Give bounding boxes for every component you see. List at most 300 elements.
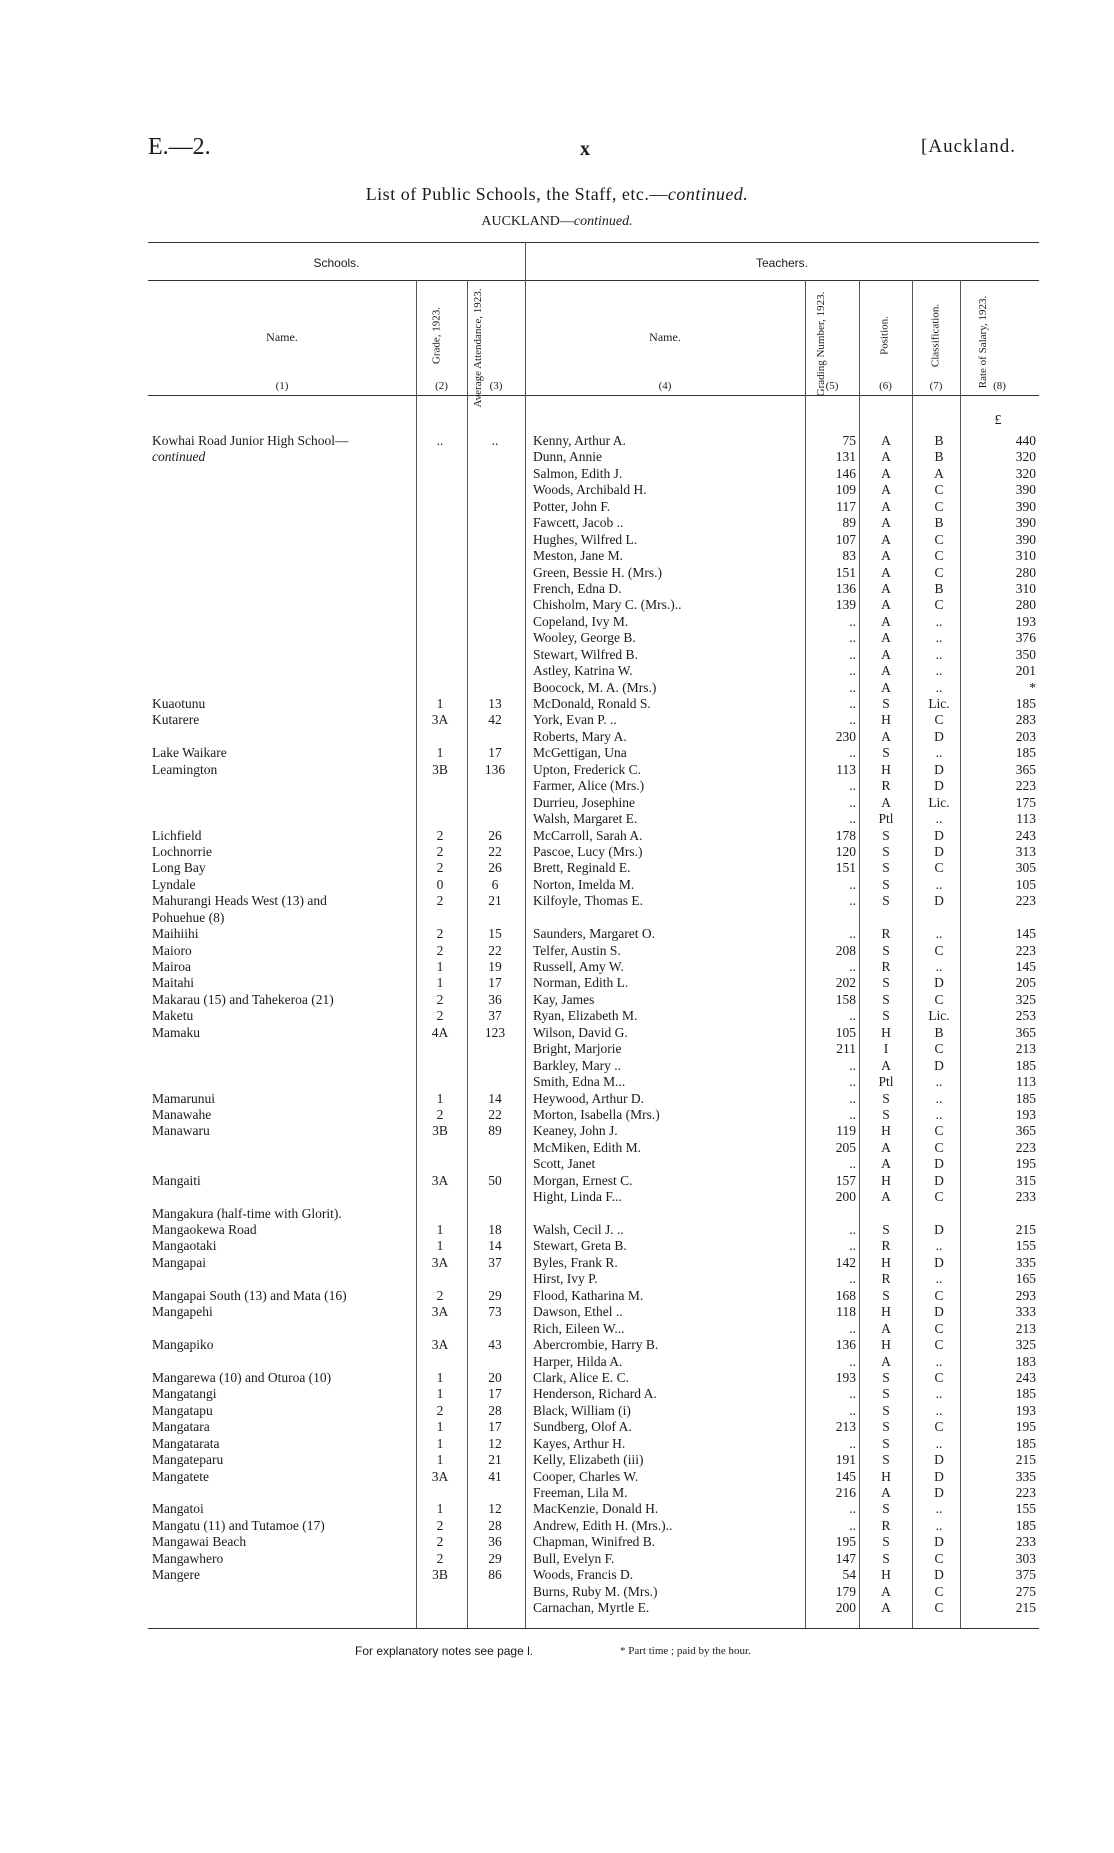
grading-number-cell: 147 bbox=[835, 1550, 856, 1566]
salary-cell: 325 bbox=[1015, 1337, 1036, 1353]
school-name-cell: Mangarewa (10) and Oturoa (10) bbox=[152, 1369, 332, 1385]
classification-cell: C bbox=[934, 991, 944, 1007]
teacher-name-cell: Woods, Archibald H. bbox=[533, 482, 647, 498]
page-header-left: E.—2. bbox=[148, 134, 211, 160]
position-cell: A bbox=[881, 548, 891, 564]
attendance-cell: 26 bbox=[488, 827, 502, 843]
position-cell: H bbox=[881, 1567, 891, 1583]
position-cell: S bbox=[882, 745, 890, 761]
classification-cell: .. bbox=[935, 1435, 943, 1451]
classification-cell: C bbox=[934, 712, 944, 728]
grading-number-cell: .. bbox=[849, 1353, 856, 1369]
teacher-name-cell: Morgan, Ernest C. bbox=[533, 1172, 633, 1188]
salary-cell: 223 bbox=[1015, 778, 1036, 794]
grading-number-cell: .. bbox=[849, 1320, 856, 1336]
attendance-cell: 41 bbox=[488, 1468, 502, 1484]
teacher-name-cell: McGettigan, Una bbox=[533, 745, 627, 761]
attendance-cell: 14 bbox=[488, 1090, 502, 1106]
classification-cell: B bbox=[934, 433, 944, 448]
table-row bbox=[0, 1288, 1114, 1304]
attendance-cell: 17 bbox=[488, 745, 502, 761]
grading-number-cell: .. bbox=[849, 1156, 856, 1172]
grading-number-cell: 151 bbox=[835, 564, 856, 580]
attendance-cell: 29 bbox=[488, 1550, 502, 1566]
table-row bbox=[0, 828, 1114, 844]
salary-cell: 390 bbox=[1015, 482, 1036, 498]
position-cell: S bbox=[882, 991, 890, 1007]
teacher-name-cell: Ryan, Elizabeth M. bbox=[533, 1008, 638, 1024]
classification-cell: Lic. bbox=[928, 696, 950, 711]
table-row bbox=[0, 433, 1114, 449]
position-cell: S bbox=[882, 1090, 890, 1106]
classification-cell: C bbox=[934, 1041, 944, 1057]
teacher-name-cell: Bright, Marjorie bbox=[533, 1041, 622, 1057]
colnum-8: (8) bbox=[993, 380, 1006, 392]
attendance-cell: 28 bbox=[488, 1402, 502, 1418]
table-row bbox=[0, 1485, 1114, 1501]
teacher-name-cell: Kay, James bbox=[533, 991, 595, 1007]
table-row bbox=[0, 449, 1114, 465]
position-cell: A bbox=[881, 1320, 891, 1336]
classification-cell: D bbox=[934, 893, 944, 909]
classification-cell: B bbox=[934, 515, 944, 531]
school-name-cell: Mangawai Beach bbox=[152, 1534, 247, 1550]
salary-cell: 310 bbox=[1015, 548, 1036, 564]
grading-number-cell: 195 bbox=[835, 1534, 856, 1550]
school-name-cell: Mangapai bbox=[152, 1254, 206, 1270]
salary-cell: 365 bbox=[1015, 761, 1036, 777]
teacher-name-cell: Boocock, M. A. (Mrs.) bbox=[533, 679, 657, 695]
attendance-cell: 12 bbox=[488, 1435, 502, 1451]
grading-number-cell: .. bbox=[849, 1238, 856, 1254]
school-name-cell: Mangatoi bbox=[152, 1501, 204, 1517]
grading-number-cell: .. bbox=[849, 1057, 856, 1073]
position-cell: R bbox=[881, 959, 891, 974]
table-row bbox=[0, 992, 1114, 1008]
school-name-cell: Mangapiko bbox=[152, 1337, 214, 1353]
table-row bbox=[0, 1600, 1114, 1616]
school-name-cell: Maioro bbox=[152, 942, 192, 958]
school-name-cell: Pohuehue (8) bbox=[152, 909, 225, 925]
table-row bbox=[0, 1255, 1114, 1271]
table-row bbox=[0, 1518, 1114, 1534]
table-row bbox=[0, 1041, 1114, 1057]
teacher-name-cell: Byles, Frank R. bbox=[533, 1254, 618, 1270]
classification-cell: D bbox=[934, 975, 944, 991]
salary-cell: 185 bbox=[1015, 696, 1036, 711]
position-cell: S bbox=[882, 876, 890, 892]
teacher-name-cell: Norton, Imelda M. bbox=[533, 876, 635, 892]
table-row bbox=[0, 1551, 1114, 1567]
grading-number-cell: 178 bbox=[835, 827, 856, 843]
school-name-cell: Mangaotaki bbox=[152, 1238, 217, 1254]
teacher-name-cell: Astley, Katrina W. bbox=[533, 663, 633, 679]
school-name-cell: Mamarunui bbox=[152, 1090, 215, 1106]
grading-number-cell: .. bbox=[849, 679, 856, 695]
position-cell: S bbox=[882, 1369, 890, 1385]
classification-cell: B bbox=[934, 449, 944, 465]
position-cell: Ptl bbox=[878, 1074, 894, 1090]
position-cell: A bbox=[881, 1583, 891, 1599]
grading-number-cell: 208 bbox=[835, 942, 856, 958]
salary-cell: 243 bbox=[1015, 1369, 1036, 1385]
teacher-name-cell: Barkley, Mary .. bbox=[533, 1057, 621, 1073]
subtitle-main: AUCKLAND— bbox=[481, 214, 574, 229]
position-cell: A bbox=[881, 1156, 891, 1172]
grading-number-cell: 89 bbox=[842, 515, 856, 531]
classification-cell: .. bbox=[935, 959, 943, 974]
position-cell: H bbox=[881, 712, 891, 728]
classification-cell: C bbox=[934, 548, 944, 564]
teacher-name-cell: Norman, Edith L. bbox=[533, 975, 629, 991]
salary-cell: 185 bbox=[1015, 1386, 1036, 1402]
attendance-cell: 21 bbox=[488, 1452, 502, 1468]
teacher-name-cell: Black, William (i) bbox=[533, 1402, 631, 1418]
position-cell: A bbox=[881, 531, 891, 547]
classification-cell: D bbox=[934, 1304, 944, 1320]
grade-cell: .. bbox=[436, 433, 444, 448]
attendance-cell: 6 bbox=[491, 876, 499, 892]
position-cell: S bbox=[882, 942, 890, 958]
grade-cell: 2 bbox=[436, 1402, 444, 1418]
teacher-name-cell: Kelly, Elizabeth (iii) bbox=[533, 1452, 644, 1468]
grading-number-cell: 191 bbox=[835, 1452, 856, 1468]
table-row bbox=[0, 1436, 1114, 1452]
teacher-name-cell: Upton, Frederick C. bbox=[533, 761, 641, 777]
group-teachers: Teachers. bbox=[755, 256, 809, 270]
teacher-name-cell: Abercrombie, Harry B. bbox=[533, 1337, 659, 1353]
title-continued: continued. bbox=[667, 184, 749, 204]
school-name-cell: Long Bay bbox=[152, 860, 206, 876]
grade-cell: 1 bbox=[436, 959, 444, 974]
table-row bbox=[0, 466, 1114, 482]
table-row bbox=[0, 943, 1114, 959]
group-schools: Schools. bbox=[313, 256, 360, 270]
attendance-cell: 37 bbox=[488, 1008, 502, 1024]
grade-cell: 1 bbox=[436, 696, 444, 711]
table-row bbox=[0, 1025, 1114, 1041]
school-name-cell: Kutarere bbox=[152, 712, 200, 728]
classification-cell: .. bbox=[935, 1386, 943, 1402]
salary-cell: 233 bbox=[1015, 1189, 1036, 1205]
classification-cell: C bbox=[934, 1123, 944, 1139]
salary-cell: 376 bbox=[1015, 630, 1036, 646]
grading-number-cell: .. bbox=[849, 1090, 856, 1106]
salary-cell: 113 bbox=[1016, 811, 1036, 827]
col-attendance: Average Attendance, 1923. bbox=[472, 288, 484, 408]
salary-cell: 320 bbox=[1015, 449, 1036, 465]
teacher-name-cell: McDonald, Ronald S. bbox=[533, 696, 651, 711]
grading-number-cell: .. bbox=[849, 1402, 856, 1418]
document-title bbox=[0, 184, 1114, 205]
salary-cell: 185 bbox=[1015, 1090, 1036, 1106]
school-name-cell: Mangatangi bbox=[152, 1386, 217, 1402]
grade-cell: 3A bbox=[431, 1304, 449, 1320]
table-row bbox=[0, 499, 1114, 515]
school-name-cell: Manawahe bbox=[152, 1106, 212, 1122]
grade-cell: 1 bbox=[436, 1501, 444, 1517]
position-cell: R bbox=[881, 926, 891, 942]
attendance-cell: .. bbox=[491, 433, 499, 448]
grade-cell: 3A bbox=[431, 712, 449, 728]
attendance-cell: 36 bbox=[488, 991, 502, 1007]
classification-cell: C bbox=[934, 597, 944, 613]
teacher-name-cell: Stewart, Greta B. bbox=[533, 1238, 627, 1254]
classification-cell: D bbox=[934, 1534, 944, 1550]
salary-cell: 215 bbox=[1015, 1222, 1036, 1237]
attendance-cell: 17 bbox=[488, 1386, 502, 1402]
teacher-name-cell: Potter, John F. bbox=[533, 498, 611, 514]
salary-cell: 243 bbox=[1015, 827, 1036, 843]
grade-cell: 1 bbox=[436, 1435, 444, 1451]
table-row bbox=[0, 712, 1114, 728]
salary-cell: 193 bbox=[1015, 1106, 1036, 1122]
table-row bbox=[0, 1206, 1114, 1222]
salary-cell: 195 bbox=[1015, 1419, 1036, 1435]
attendance-cell: 15 bbox=[488, 926, 502, 942]
teacher-name-cell: Wooley, George B. bbox=[533, 630, 636, 646]
position-cell: S bbox=[882, 893, 890, 909]
teacher-name-cell: Burns, Ruby M. (Mrs.) bbox=[533, 1583, 658, 1599]
attendance-cell: 86 bbox=[488, 1567, 502, 1583]
position-cell: S bbox=[882, 975, 890, 991]
col-grade: Grade, 1923. bbox=[430, 306, 443, 365]
grade-cell: 1 bbox=[436, 1238, 444, 1254]
table-row bbox=[0, 1107, 1114, 1123]
salary-cell: 165 bbox=[1015, 1271, 1036, 1287]
salary-cell: 283 bbox=[1015, 712, 1036, 728]
table-row bbox=[0, 1123, 1114, 1139]
salary-cell: 223 bbox=[1015, 1485, 1036, 1500]
attendance-cell: 43 bbox=[488, 1337, 502, 1353]
position-cell: A bbox=[881, 1353, 891, 1369]
teacher-name-cell: Harper, Hilda A. bbox=[533, 1353, 623, 1369]
position-cell: A bbox=[881, 515, 891, 531]
subtitle-continued: continued. bbox=[573, 214, 633, 229]
grade-cell: 3A bbox=[431, 1468, 449, 1484]
attendance-cell: 42 bbox=[488, 712, 502, 728]
grade-cell: 2 bbox=[436, 1287, 444, 1303]
school-name-cell: Mahurangi Heads West (13) and bbox=[152, 893, 327, 909]
staff-table-body bbox=[0, 433, 1114, 1617]
position-cell: S bbox=[882, 843, 890, 859]
school-name-cell: Mangatu (11) and Tutamoe (17) bbox=[152, 1517, 325, 1533]
attendance-cell: 22 bbox=[488, 942, 502, 958]
teacher-name-cell: Henderson, Richard A. bbox=[533, 1386, 657, 1402]
grade-cell: 1 bbox=[436, 1386, 444, 1402]
teacher-name-cell: MacKenzie, Donald H. bbox=[533, 1501, 659, 1517]
teacher-name-cell: Kenny, Arthur A. bbox=[533, 433, 626, 448]
teacher-name-cell: Hughes, Wilfred L. bbox=[533, 531, 638, 547]
position-cell: A bbox=[881, 1189, 891, 1205]
position-cell: S bbox=[882, 1419, 890, 1435]
position-cell: S bbox=[882, 1501, 890, 1517]
grade-cell: 2 bbox=[436, 1550, 444, 1566]
table-top-rule bbox=[148, 242, 1039, 243]
position-cell: S bbox=[882, 1435, 890, 1451]
position-cell: R bbox=[881, 1238, 891, 1254]
teacher-name-cell: McMiken, Edith M. bbox=[533, 1139, 641, 1155]
grading-number-cell: 113 bbox=[836, 761, 856, 777]
teacher-name-cell: Stewart, Wilfred B. bbox=[533, 646, 638, 662]
salary-cell: 280 bbox=[1015, 564, 1036, 580]
salary-cell: 315 bbox=[1015, 1172, 1036, 1188]
position-cell: A bbox=[881, 482, 891, 498]
attendance-cell: 22 bbox=[488, 1106, 502, 1122]
grading-number-cell: 131 bbox=[835, 449, 856, 465]
grade-cell: 3B bbox=[432, 1567, 448, 1583]
grading-number-cell: 168 bbox=[835, 1287, 856, 1303]
position-cell: S bbox=[882, 1222, 890, 1237]
table-row bbox=[0, 597, 1114, 613]
grade-cell: 2 bbox=[436, 942, 444, 958]
colnum-7: (7) bbox=[929, 380, 943, 392]
school-name-cell: Mangapehi bbox=[152, 1304, 213, 1320]
title-main: List of Public Schools, the Staff, etc.— bbox=[365, 184, 668, 204]
grading-number-cell: 200 bbox=[835, 1600, 856, 1616]
position-cell: A bbox=[881, 597, 891, 613]
classification-cell: B bbox=[934, 1024, 944, 1040]
table-row bbox=[0, 1173, 1114, 1189]
classification-cell: C bbox=[934, 1600, 944, 1616]
salary-cell: 193 bbox=[1015, 1402, 1036, 1418]
school-name-cell: Lyndale bbox=[152, 876, 196, 892]
classification-cell: .. bbox=[935, 1074, 943, 1090]
table-row bbox=[0, 811, 1114, 827]
classification-cell: D bbox=[934, 1222, 944, 1237]
position-cell: S bbox=[882, 1534, 890, 1550]
classification-cell: D bbox=[934, 1567, 944, 1583]
position-cell: S bbox=[882, 1008, 890, 1024]
colnum-2: (2) bbox=[435, 380, 448, 392]
classification-cell: D bbox=[934, 843, 944, 859]
col-grading: Grading Number, 1923. bbox=[815, 291, 827, 397]
teacher-name-cell: Smith, Edna M... bbox=[533, 1074, 626, 1090]
table-row bbox=[0, 959, 1114, 975]
teacher-name-cell: Flood, Katharina M. bbox=[533, 1287, 644, 1303]
teacher-name-cell: Morton, Isabella (Mrs.) bbox=[533, 1106, 660, 1122]
position-cell: H bbox=[881, 1172, 891, 1188]
salary-cell: 375 bbox=[1015, 1567, 1036, 1583]
grade-cell: 2 bbox=[436, 926, 444, 942]
grading-number-cell: .. bbox=[849, 1386, 856, 1402]
position-cell: H bbox=[881, 1337, 891, 1353]
grade-cell: 2 bbox=[436, 1534, 444, 1550]
grade-cell: 1 bbox=[436, 745, 444, 761]
table-row bbox=[0, 1321, 1114, 1337]
grade-cell: 1 bbox=[436, 1369, 444, 1385]
footnote-asterisk: * Part time ; paid by the hour. bbox=[620, 1645, 751, 1657]
table-row bbox=[0, 630, 1114, 646]
grading-number-cell: .. bbox=[849, 745, 856, 761]
salary-cell: 215 bbox=[1015, 1452, 1036, 1468]
teacher-name-cell: Cooper, Charles W. bbox=[533, 1468, 639, 1484]
grading-number-cell: 157 bbox=[835, 1172, 856, 1188]
attendance-cell: 17 bbox=[488, 975, 502, 991]
table-row bbox=[0, 860, 1114, 876]
salary-cell: 185 bbox=[1015, 1435, 1036, 1451]
classification-cell: .. bbox=[935, 1090, 943, 1106]
position-cell: A bbox=[881, 1057, 891, 1073]
teacher-name-cell: Hirst, Ivy P. bbox=[533, 1271, 598, 1287]
teacher-name-cell: Carnachan, Myrtle E. bbox=[533, 1600, 650, 1616]
salary-cell: 155 bbox=[1015, 1501, 1036, 1517]
teacher-name-cell: Walsh, Margaret E. bbox=[533, 811, 638, 827]
classification-cell: C bbox=[934, 1419, 944, 1435]
table-row bbox=[0, 1304, 1114, 1320]
classification-cell: C bbox=[934, 1369, 944, 1385]
grading-number-cell: 119 bbox=[836, 1123, 856, 1139]
position-cell: A bbox=[881, 580, 891, 596]
salary-cell: 350 bbox=[1015, 646, 1036, 662]
group-header-rule bbox=[148, 280, 1039, 281]
table-row bbox=[0, 548, 1114, 564]
classification-cell: C bbox=[934, 1337, 944, 1353]
position-cell: H bbox=[881, 1254, 891, 1270]
school-name-cell: Kowhai Road Junior High School— bbox=[152, 433, 349, 448]
col-teacher-name: Name. bbox=[649, 330, 681, 344]
grading-number-cell: 139 bbox=[835, 597, 856, 613]
grade-cell: 2 bbox=[436, 1106, 444, 1122]
school-name-cell: Lochnorrie bbox=[152, 843, 212, 859]
grading-number-cell: 136 bbox=[835, 1337, 856, 1353]
column-header-rule bbox=[148, 395, 1039, 396]
grading-number-cell: 120 bbox=[835, 843, 856, 859]
colnum-6: (6) bbox=[879, 380, 892, 392]
salary-cell: 253 bbox=[1015, 1008, 1036, 1024]
teacher-name-cell: Meston, Jane M. bbox=[533, 548, 623, 564]
position-cell: A bbox=[881, 728, 891, 744]
school-name-cell: Mangatapu bbox=[152, 1402, 213, 1418]
salary-cell: 440 bbox=[1015, 433, 1036, 448]
salary-cell: 325 bbox=[1015, 991, 1036, 1007]
teacher-name-cell: Wilson, David G. bbox=[533, 1024, 628, 1040]
salary-cell: 223 bbox=[1015, 942, 1036, 958]
salary-cell: 183 bbox=[1015, 1353, 1036, 1369]
colnum-1: (1) bbox=[275, 380, 289, 392]
teacher-name-cell: Chisholm, Mary C. (Mrs.).. bbox=[533, 597, 682, 613]
classification-cell: D bbox=[934, 827, 944, 843]
position-cell: A bbox=[881, 1139, 891, 1155]
grading-number-cell: 117 bbox=[836, 498, 856, 514]
salary-cell: 145 bbox=[1015, 926, 1036, 942]
salary-cell: 203 bbox=[1015, 728, 1036, 744]
table-row bbox=[0, 680, 1114, 696]
grading-number-cell: .. bbox=[849, 696, 856, 711]
classification-cell: .. bbox=[935, 1402, 943, 1418]
salary-cell: 320 bbox=[1015, 465, 1036, 481]
salary-cell: 390 bbox=[1015, 531, 1036, 547]
teacher-name-cell: Durrieu, Josephine bbox=[533, 794, 635, 810]
grade-cell: 2 bbox=[436, 1008, 444, 1024]
school-name-cell: Mangawhero bbox=[152, 1550, 224, 1566]
table-row bbox=[0, 696, 1114, 712]
salary-cell: 305 bbox=[1015, 860, 1036, 876]
table-row bbox=[0, 1584, 1114, 1600]
teacher-name-cell: Green, Bessie H. (Mrs.) bbox=[533, 564, 662, 580]
colnum-5: (5) bbox=[825, 380, 839, 392]
salary-cell: 310 bbox=[1015, 580, 1036, 596]
school-name-cell: Mangaokewa Road bbox=[152, 1222, 257, 1237]
school-name-cell: Mairoa bbox=[152, 959, 191, 974]
classification-cell: .. bbox=[935, 1238, 943, 1254]
attendance-cell: 136 bbox=[484, 761, 506, 777]
salary-cell: 105 bbox=[1015, 876, 1036, 892]
classification-cell: C bbox=[934, 860, 944, 876]
table-row bbox=[0, 482, 1114, 498]
salary-cell: 293 bbox=[1015, 1287, 1036, 1303]
school-name-cell: Mangapai South (13) and Mata (16) bbox=[152, 1287, 347, 1303]
